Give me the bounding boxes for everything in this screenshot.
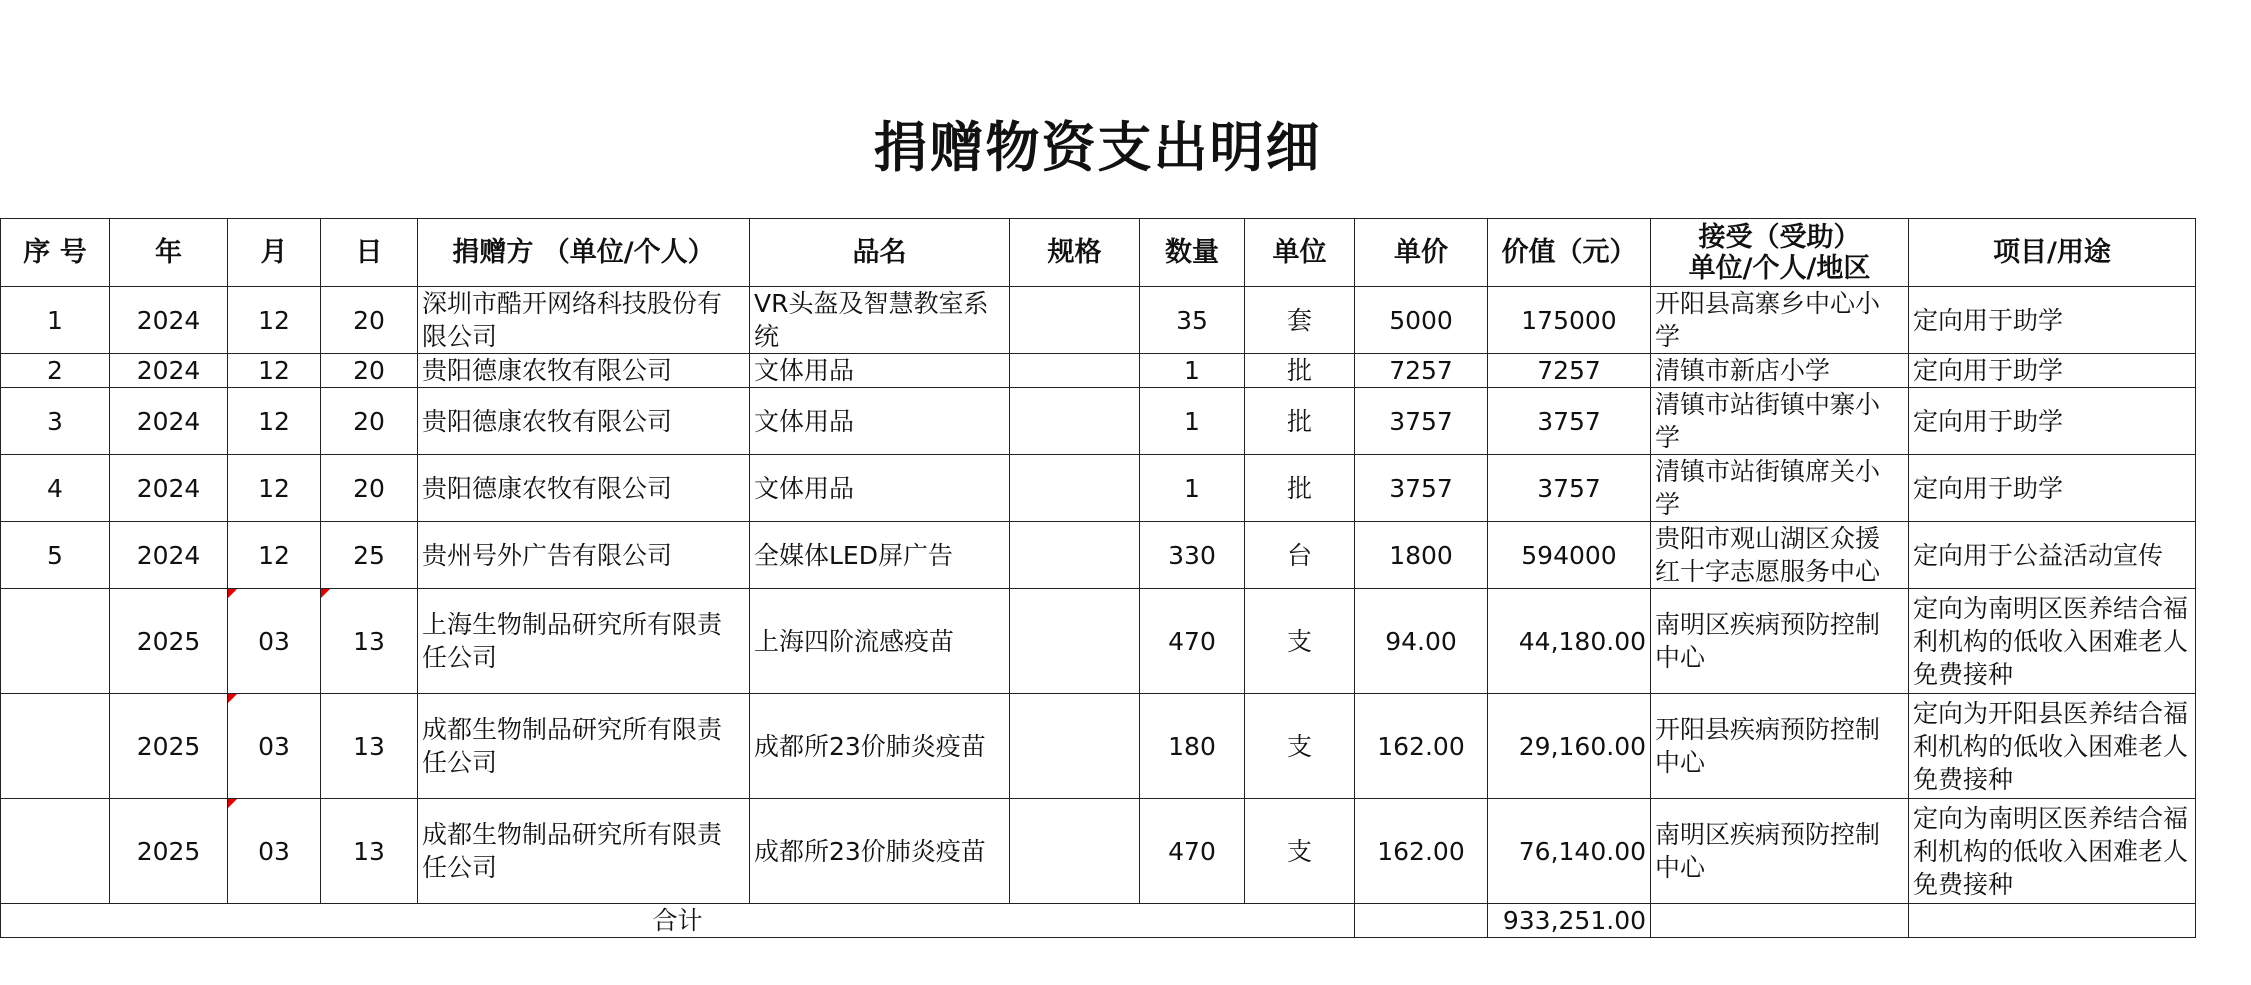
cell-donor: 成都生物制品研究所有限责任公司: [418, 799, 750, 904]
cell-donor: 贵阳德康农牧有限公司: [418, 455, 750, 522]
cell-seq: [1, 694, 110, 799]
cell-month: [228, 799, 321, 904]
cell-seq: 5: [1, 522, 110, 589]
cell-purpose: 定向为开阳县医养结合福利机构的低收入困难老人免费接种: [1909, 694, 2196, 799]
cell-value: 175000: [1488, 287, 1651, 354]
cell-qty: 1: [1140, 354, 1245, 388]
cell-qty: 330: [1140, 522, 1245, 589]
cell-donor: 深圳市酷开网络科技股份有限公司: [418, 287, 750, 354]
cell-item: 全媒体LED屏广告: [750, 522, 1010, 589]
cell-recipient: 清镇市新店小学: [1651, 354, 1909, 388]
cell-month: 12: [228, 455, 321, 522]
cell-purpose: 定向用于助学: [1909, 287, 2196, 354]
cell-price: 1800: [1355, 522, 1488, 589]
cell-recipient: 南明区疾病预防控制中心: [1651, 589, 1909, 694]
cell-year: 2024: [110, 354, 228, 388]
cell-unit: 支: [1245, 694, 1355, 799]
cell-spec: [1010, 388, 1140, 455]
cell-day: [321, 589, 418, 694]
cell-value: 44,180.00: [1488, 589, 1651, 694]
cell-day-value: 13: [353, 626, 385, 656]
cell-donor: 成都生物制品研究所有限责任公司: [418, 694, 750, 799]
total-purpose-cell: [1909, 904, 2196, 938]
table-row: [1, 388, 2196, 455]
cell-unit: 批: [1245, 455, 1355, 522]
cell-value: 29,160.00: [1488, 694, 1651, 799]
table-row: [1, 522, 2196, 589]
cell-qty: 1: [1140, 455, 1245, 522]
cell-item: VR头盔及智慧教室系统: [750, 287, 1010, 354]
cell-recipient: 清镇市站街镇中寨小学: [1651, 388, 1909, 455]
table-row: [1, 354, 2196, 388]
cell-spec: [1010, 455, 1140, 522]
cell-spec: [1010, 694, 1140, 799]
cell-qty: 180: [1140, 694, 1245, 799]
cell-value: 7257: [1488, 354, 1651, 388]
cell-day: 20: [321, 455, 418, 522]
cell-month-value: 03: [258, 626, 290, 656]
cell-unit: 批: [1245, 354, 1355, 388]
cell-donor: 贵阳德康农牧有限公司: [418, 354, 750, 388]
table-row: [1, 589, 2196, 694]
cell-seq: [1, 589, 110, 694]
cell-price: 5000: [1355, 287, 1488, 354]
header-recipient-line1: 接受（受助）: [1698, 221, 1861, 253]
cell-recipient: 开阳县疾病预防控制中心: [1651, 694, 1909, 799]
cell-purpose: 定向用于助学: [1909, 455, 2196, 522]
cell-item: 文体用品: [750, 455, 1010, 522]
header-day: 日: [321, 219, 418, 287]
cell-year: 2024: [110, 287, 228, 354]
total-price-cell: [1355, 904, 1488, 938]
header-unit: 单位: [1245, 219, 1355, 287]
header-row: [1, 219, 2196, 287]
cell-year: 2024: [110, 522, 228, 589]
cell-month-value: 03: [258, 836, 290, 866]
header-price: 单价: [1355, 219, 1488, 287]
cell-unit: 支: [1245, 589, 1355, 694]
cell-unit: 台: [1245, 522, 1355, 589]
cell-day: 13: [321, 799, 418, 904]
cell-seq: [1, 799, 110, 904]
cell-item: 成都所23价肺炎疫苗: [750, 694, 1010, 799]
total-row: [1, 904, 2196, 938]
cell-qty: 470: [1140, 589, 1245, 694]
cell-month: 12: [228, 354, 321, 388]
cell-value: 3757: [1488, 388, 1651, 455]
comment-marker[interactable]: [228, 799, 237, 808]
cell-month: 12: [228, 287, 321, 354]
cell-spec: [1010, 799, 1140, 904]
table-row: [1, 799, 2196, 904]
cell-recipient: 清镇市站街镇席关小学: [1651, 455, 1909, 522]
cell-purpose: 定向用于公益活动宣传: [1909, 522, 2196, 589]
cell-day: 20: [321, 287, 418, 354]
cell-purpose: 定向用于助学: [1909, 388, 2196, 455]
cell-qty: 470: [1140, 799, 1245, 904]
cell-unit: 套: [1245, 287, 1355, 354]
comment-marker[interactable]: [321, 589, 330, 598]
cell-year: 2024: [110, 388, 228, 455]
header-month: 月: [228, 219, 321, 287]
cell-year: 2025: [110, 589, 228, 694]
header-seq: 序 号: [1, 219, 110, 287]
cell-qty: 1: [1140, 388, 1245, 455]
cell-donor: 贵阳德康农牧有限公司: [418, 388, 750, 455]
header-year: 年: [110, 219, 228, 287]
total-recipient-cell: [1651, 904, 1909, 938]
cell-seq: 3: [1, 388, 110, 455]
cell-purpose: 定向用于助学: [1909, 354, 2196, 388]
donation-table: [0, 218, 2196, 938]
cell-spec: [1010, 522, 1140, 589]
cell-unit: 批: [1245, 388, 1355, 455]
comment-marker[interactable]: [228, 694, 237, 703]
cell-unit: 支: [1245, 799, 1355, 904]
cell-seq: 2: [1, 354, 110, 388]
cell-value: 76,140.00: [1488, 799, 1651, 904]
table-row: [1, 455, 2196, 522]
cell-item: 文体用品: [750, 354, 1010, 388]
cell-spec: [1010, 354, 1140, 388]
cell-qty: 35: [1140, 287, 1245, 354]
cell-price: 162.00: [1355, 799, 1488, 904]
cell-day: 13: [321, 694, 418, 799]
total-label: 合计: [1, 904, 1355, 938]
cell-price: 3757: [1355, 455, 1488, 522]
cell-value: 594000: [1488, 522, 1651, 589]
cell-price: 7257: [1355, 354, 1488, 388]
cell-month: [228, 589, 321, 694]
cell-month: 12: [228, 388, 321, 455]
cell-seq: 4: [1, 455, 110, 522]
cell-recipient: 南明区疾病预防控制中心: [1651, 799, 1909, 904]
cell-recipient: 贵阳市观山湖区众援红十字志愿服务中心: [1651, 522, 1909, 589]
comment-marker[interactable]: [228, 589, 237, 598]
cell-price: 3757: [1355, 388, 1488, 455]
cell-value: 3757: [1488, 455, 1651, 522]
cell-item: 文体用品: [750, 388, 1010, 455]
cell-year: 2025: [110, 799, 228, 904]
cell-month: 12: [228, 522, 321, 589]
cell-purpose: 定向为南明区医养结合福利机构的低收入困难老人免费接种: [1909, 799, 2196, 904]
header-recipient-line2: 单位/个人/地区: [1688, 252, 1871, 284]
table-row: [1, 287, 2196, 354]
cell-year: 2025: [110, 694, 228, 799]
header-purpose: 项目/用途: [1909, 219, 2196, 287]
cell-day: 25: [321, 522, 418, 589]
header-spec: 规格: [1010, 219, 1140, 287]
cell-spec: [1010, 287, 1140, 354]
cell-recipient: 开阳县高寨乡中心小学: [1651, 287, 1909, 354]
cell-donor: 贵州号外广告有限公司: [418, 522, 750, 589]
cell-purpose: 定向为南明区医养结合福利机构的低收入困难老人免费接种: [1909, 589, 2196, 694]
cell-item: 上海四阶流感疫苗: [750, 589, 1010, 694]
header-qty: 数量: [1140, 219, 1245, 287]
header-recipient: [1651, 219, 1909, 287]
cell-price: 94.00: [1355, 589, 1488, 694]
cell-seq: 1: [1, 287, 110, 354]
cell-month-value: 03: [258, 731, 290, 761]
cell-donor: 上海生物制品研究所有限责任公司: [418, 589, 750, 694]
header-value: 价值（元）: [1488, 219, 1651, 287]
cell-spec: [1010, 589, 1140, 694]
total-value: 933,251.00: [1488, 904, 1651, 938]
header-donor: 捐赠方 （单位/个人）: [418, 219, 750, 287]
cell-day: 20: [321, 354, 418, 388]
cell-price: 162.00: [1355, 694, 1488, 799]
page-title: 捐赠物资支出明细: [873, 116, 1322, 179]
cell-item: 成都所23价肺炎疫苗: [750, 799, 1010, 904]
cell-day: 20: [321, 388, 418, 455]
header-item: 品名: [750, 219, 1010, 287]
cell-month: [228, 694, 321, 799]
table-row: [1, 694, 2196, 799]
cell-year: 2024: [110, 455, 228, 522]
